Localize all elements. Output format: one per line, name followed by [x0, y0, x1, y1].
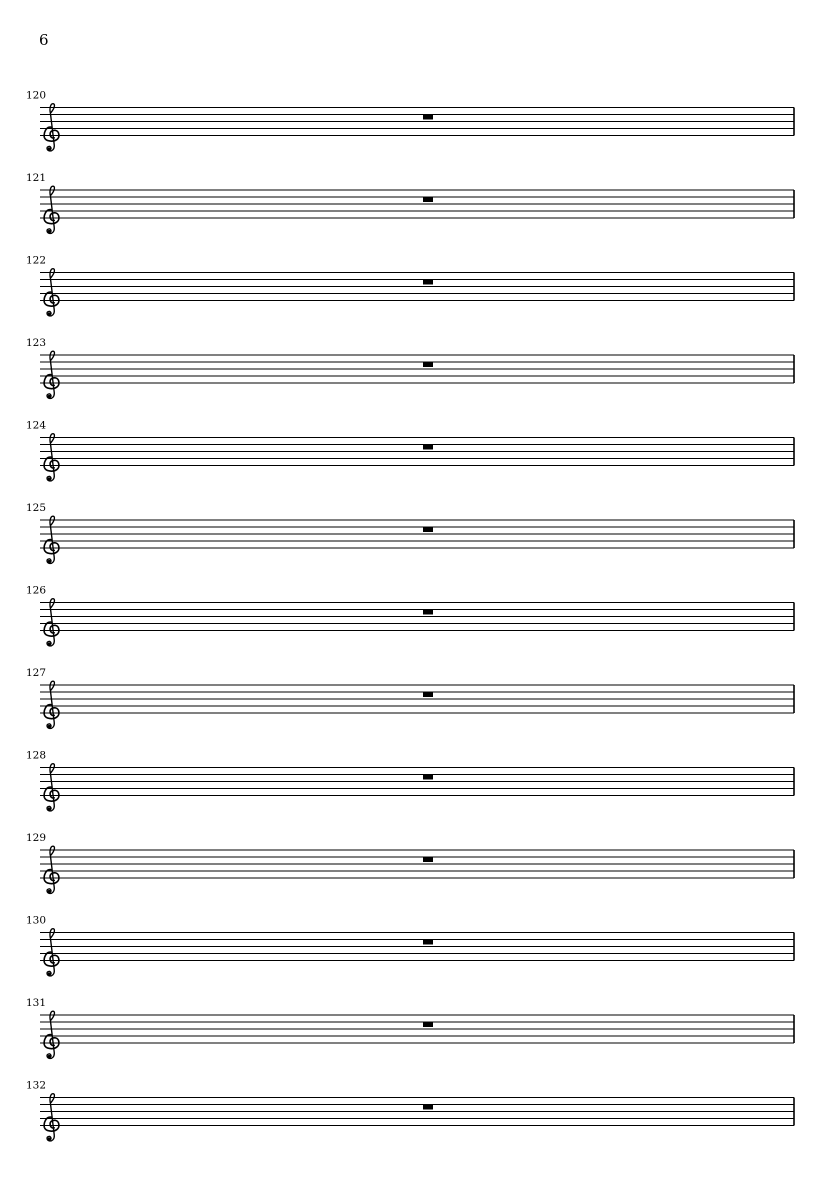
staff-system: [26, 997, 794, 1058]
staff-system: [26, 832, 794, 893]
measure-number: 130: [26, 914, 47, 927]
measure-number: 122: [26, 254, 47, 267]
treble-clef-icon: [44, 104, 59, 151]
staff-system: [26, 1080, 794, 1141]
treble-clef-icon: [44, 269, 59, 316]
staff-system: [26, 585, 794, 646]
staff-system: [26, 502, 794, 563]
whole-rest-icon: [423, 940, 433, 945]
whole-rest-icon: [423, 280, 433, 285]
whole-rest-icon: [423, 527, 433, 532]
staff-system: [26, 915, 794, 976]
treble-clef-icon: [44, 351, 59, 398]
measure-number: 126: [26, 584, 47, 597]
measure-number: 123: [26, 337, 47, 349]
staff-system: [26, 337, 794, 398]
measure-number: 129: [26, 832, 47, 844]
whole-rest-icon: [423, 362, 433, 367]
treble-clef-icon: [44, 681, 59, 728]
treble-clef-icon: [44, 1011, 59, 1058]
measure-number: 127: [26, 667, 47, 679]
whole-rest-icon: [423, 1022, 433, 1027]
treble-clef-icon: [44, 434, 59, 481]
page-number: 6: [39, 31, 49, 49]
whole-rest-icon: [423, 610, 433, 615]
measure-number: 121: [26, 172, 47, 184]
treble-clef-icon: [44, 516, 59, 563]
whole-rest-icon: [423, 115, 433, 120]
measure-number: 124: [26, 419, 47, 432]
staff-system: [26, 90, 794, 151]
staff-system: [26, 172, 794, 233]
treble-clef-icon: [44, 1094, 59, 1141]
staff-system: [26, 255, 794, 316]
whole-rest-icon: [423, 692, 433, 697]
whole-rest-icon: [423, 197, 433, 202]
whole-rest-icon: [423, 1105, 433, 1110]
staff-system: [26, 420, 794, 481]
measure-number: 128: [26, 749, 47, 762]
treble-clef-icon: [44, 599, 59, 646]
staff-system: [26, 667, 794, 728]
staff-system: [26, 750, 794, 811]
treble-clef-icon: [44, 929, 59, 976]
treble-clef-icon: [44, 846, 59, 893]
treble-clef-icon: [44, 764, 59, 811]
measure-number: 120: [26, 89, 47, 102]
measure-number: 132: [26, 1079, 47, 1092]
measure-number: 125: [26, 502, 47, 514]
whole-rest-icon: [423, 445, 433, 450]
measure-number: 131: [26, 997, 47, 1009]
whole-rest-icon: [423, 857, 433, 862]
treble-clef-icon: [44, 186, 59, 233]
whole-rest-icon: [423, 775, 433, 780]
